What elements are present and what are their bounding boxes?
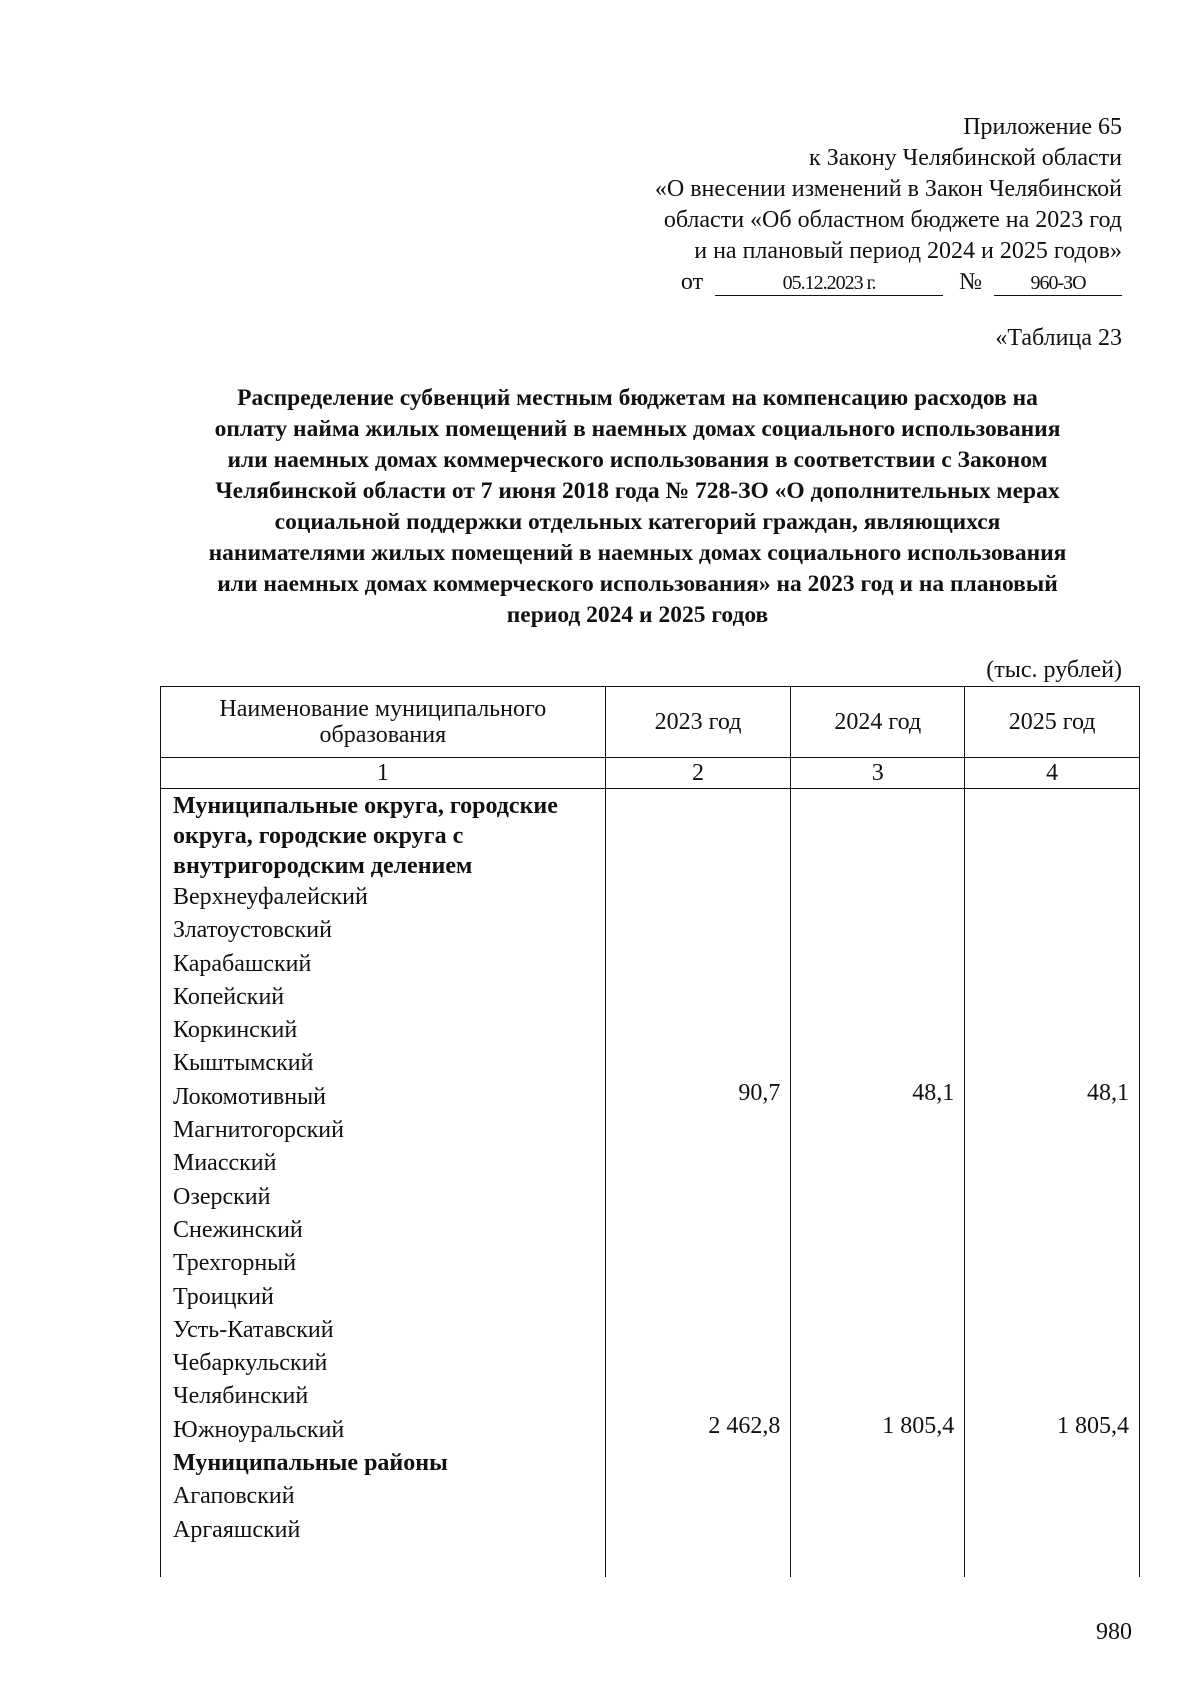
- number-label: №: [959, 269, 982, 295]
- column-number: 1: [161, 758, 606, 789]
- spacer-cell: [791, 789, 964, 911]
- municipality-name: Локомотивный: [173, 1083, 327, 1110]
- group-title: Муниципальные округа, городские округа, городские округа с внутригородским делением: [173, 793, 558, 879]
- municipality-name: Агаповский: [173, 1483, 295, 1510]
- value-2024: [791, 944, 964, 977]
- attachment-line: Приложение 65: [963, 114, 1122, 140]
- spacer-cell: [965, 1477, 1139, 1510]
- law-signature-line: [562, 267, 1122, 298]
- value-2025: [965, 1510, 1139, 1543]
- names-column: [161, 789, 606, 1577]
- value-2025: [965, 1311, 1139, 1344]
- value-2025: [965, 1211, 1139, 1244]
- units-label: (тыс. рублей): [986, 657, 1122, 683]
- value-2025: [965, 1277, 1139, 1310]
- header-2024: 2024 год: [791, 687, 965, 758]
- value-2023: [606, 1244, 791, 1277]
- municipality-name: Аргаяшский: [173, 1516, 301, 1543]
- value-2024: 1 805,4: [882, 1413, 955, 1440]
- subventions-table: [160, 686, 1140, 1577]
- header-municipality: Наименование муниципального образования: [161, 687, 606, 758]
- spacer-cell: [606, 1477, 791, 1510]
- value-2023: [606, 1444, 791, 1477]
- page-number: 980: [1096, 1619, 1132, 1645]
- value-2024: [791, 1277, 964, 1310]
- value-2024: [791, 1011, 964, 1044]
- value-2024: [791, 978, 964, 1011]
- attachment-line: «О внесении изменений в Закон Челябинской: [654, 176, 1122, 202]
- value-2024: [791, 1510, 964, 1543]
- header-2025: 2025 год: [965, 687, 1140, 758]
- title-line: или наемных домах коммерческого использования» на 2023 год и на плановый: [217, 571, 1058, 597]
- value-2023: [606, 1277, 791, 1310]
- value-2023: 2 462,8: [708, 1413, 781, 1440]
- header-row: [161, 687, 1140, 758]
- municipality-name: Челябинский: [173, 1383, 309, 1410]
- value-2024: 48,1: [912, 1080, 955, 1107]
- value-2023: [606, 1311, 791, 1344]
- title-line: или наемных домах коммерческого использования в соответствии с Законом: [227, 447, 1048, 473]
- document-title: [150, 383, 1125, 631]
- attachment-line: области «Об областном бюджете на 2023 год: [663, 207, 1122, 233]
- law-date: 05.12.2023 г.: [715, 271, 943, 296]
- municipality-name: Верхнеуфалейский: [173, 884, 368, 910]
- municipality-name: Кыштымский: [173, 1050, 314, 1077]
- municipality-name: Усть-Катавский: [173, 1316, 334, 1343]
- value-2025: [965, 911, 1139, 944]
- municipality-name: Озерский: [173, 1183, 271, 1210]
- law-number: 960-ЗО: [994, 271, 1122, 296]
- value-2024: [791, 1244, 964, 1277]
- value-2025: 48,1: [1087, 1080, 1129, 1107]
- municipality-name: Коркинский: [173, 1017, 298, 1044]
- municipality-name: Миасский: [173, 1150, 277, 1177]
- municipality-name: Магнитогорский: [173, 1117, 344, 1144]
- value-2024: [791, 1044, 964, 1077]
- municipality-name: Снежинский: [173, 1216, 303, 1243]
- value-2024: [791, 1177, 964, 1210]
- value-2023: [606, 1544, 791, 1577]
- value-2024: [791, 1144, 964, 1177]
- value-2024: [791, 1444, 964, 1477]
- spacer-cell: [791, 1477, 964, 1510]
- value-2025: [965, 1177, 1139, 1210]
- municipality-name: Трехгорный: [173, 1250, 297, 1277]
- value-2023: [606, 1044, 791, 1077]
- value-2025: [965, 1144, 1139, 1177]
- value-2023: [606, 1211, 791, 1244]
- value-2025: [965, 1344, 1139, 1377]
- value-2024: [791, 1344, 964, 1377]
- table-label: «Таблица 23: [995, 325, 1122, 351]
- municipality-name: Копейский: [173, 983, 285, 1010]
- value-2025: 1 805,4: [1057, 1413, 1129, 1440]
- table-body-row: [161, 789, 1140, 1577]
- value-2023: [606, 944, 791, 977]
- value-2023: [606, 1144, 791, 1177]
- column-number: 3: [791, 758, 965, 789]
- value-2025: [965, 1044, 1139, 1077]
- value-2023: [606, 1177, 791, 1210]
- value-2023: 90,7: [738, 1080, 781, 1107]
- value-2025: [965, 944, 1139, 977]
- from-label: от: [680, 269, 704, 295]
- value-2024: [791, 1211, 964, 1244]
- values-2023-column: [605, 789, 791, 1577]
- column-number-row: [161, 758, 1140, 789]
- column-number: 4: [965, 758, 1140, 789]
- attachment-line: к Закону Челябинской области: [809, 145, 1122, 171]
- title-line: социальной поддержки отдельных категорий граждан, являющихся: [274, 509, 1001, 535]
- value-2023: [606, 911, 791, 944]
- municipality-name: Златоустовский: [173, 917, 332, 944]
- value-2025: [965, 1444, 1139, 1477]
- value-2025: [965, 1011, 1139, 1044]
- value-2024: [791, 1377, 964, 1410]
- title-line: период 2024 и 2025 годов: [506, 602, 769, 628]
- value-2025: [965, 1544, 1139, 1577]
- value-2024: [791, 1311, 964, 1344]
- values-2025-column: [965, 789, 1140, 1577]
- value-2023: [606, 1377, 791, 1410]
- value-2023: [606, 1510, 791, 1543]
- value-2025: [965, 1244, 1139, 1277]
- value-2023: [606, 1011, 791, 1044]
- column-number: 2: [605, 758, 791, 789]
- title-line: нанимателями жилых помещений в наемных домах социального использования: [208, 540, 1067, 566]
- group-title: Муниципальные районы: [173, 1450, 448, 1477]
- value-2025: [965, 1377, 1139, 1410]
- title-line: оплату найма жилых помещений в наемных домах социального использования: [214, 416, 1061, 442]
- values-2024-column: [791, 789, 965, 1577]
- value-2024: [791, 1111, 964, 1144]
- value-2023: [606, 1344, 791, 1377]
- value-2023: [606, 1111, 791, 1144]
- header-2023: 2023 год: [605, 687, 791, 758]
- municipality-name: Чебаркульский: [173, 1350, 328, 1377]
- title-line: Распределение субвенций местным бюджетам на компенсацию расходов на: [237, 385, 1038, 411]
- spacer-cell: [965, 789, 1139, 911]
- spacer-cell: [606, 789, 791, 911]
- value-2024: [791, 911, 964, 944]
- title-line: Челябинской области от 7 июня 2018 года № 728-ЗО «О дополнительных мерах: [215, 478, 1060, 504]
- value-2025: [965, 978, 1139, 1011]
- attachment-line: и на плановый период 2024 и 2025 годов»: [694, 238, 1122, 264]
- value-2024: [791, 1544, 964, 1577]
- value-2023: [606, 978, 791, 1011]
- municipality-name: Карабашский: [173, 950, 312, 977]
- attachment-header: [562, 112, 1122, 298]
- municipality-name: Южноуральский: [173, 1416, 345, 1443]
- value-2025: [965, 1111, 1139, 1144]
- municipality-name: Троицкий: [173, 1283, 274, 1310]
